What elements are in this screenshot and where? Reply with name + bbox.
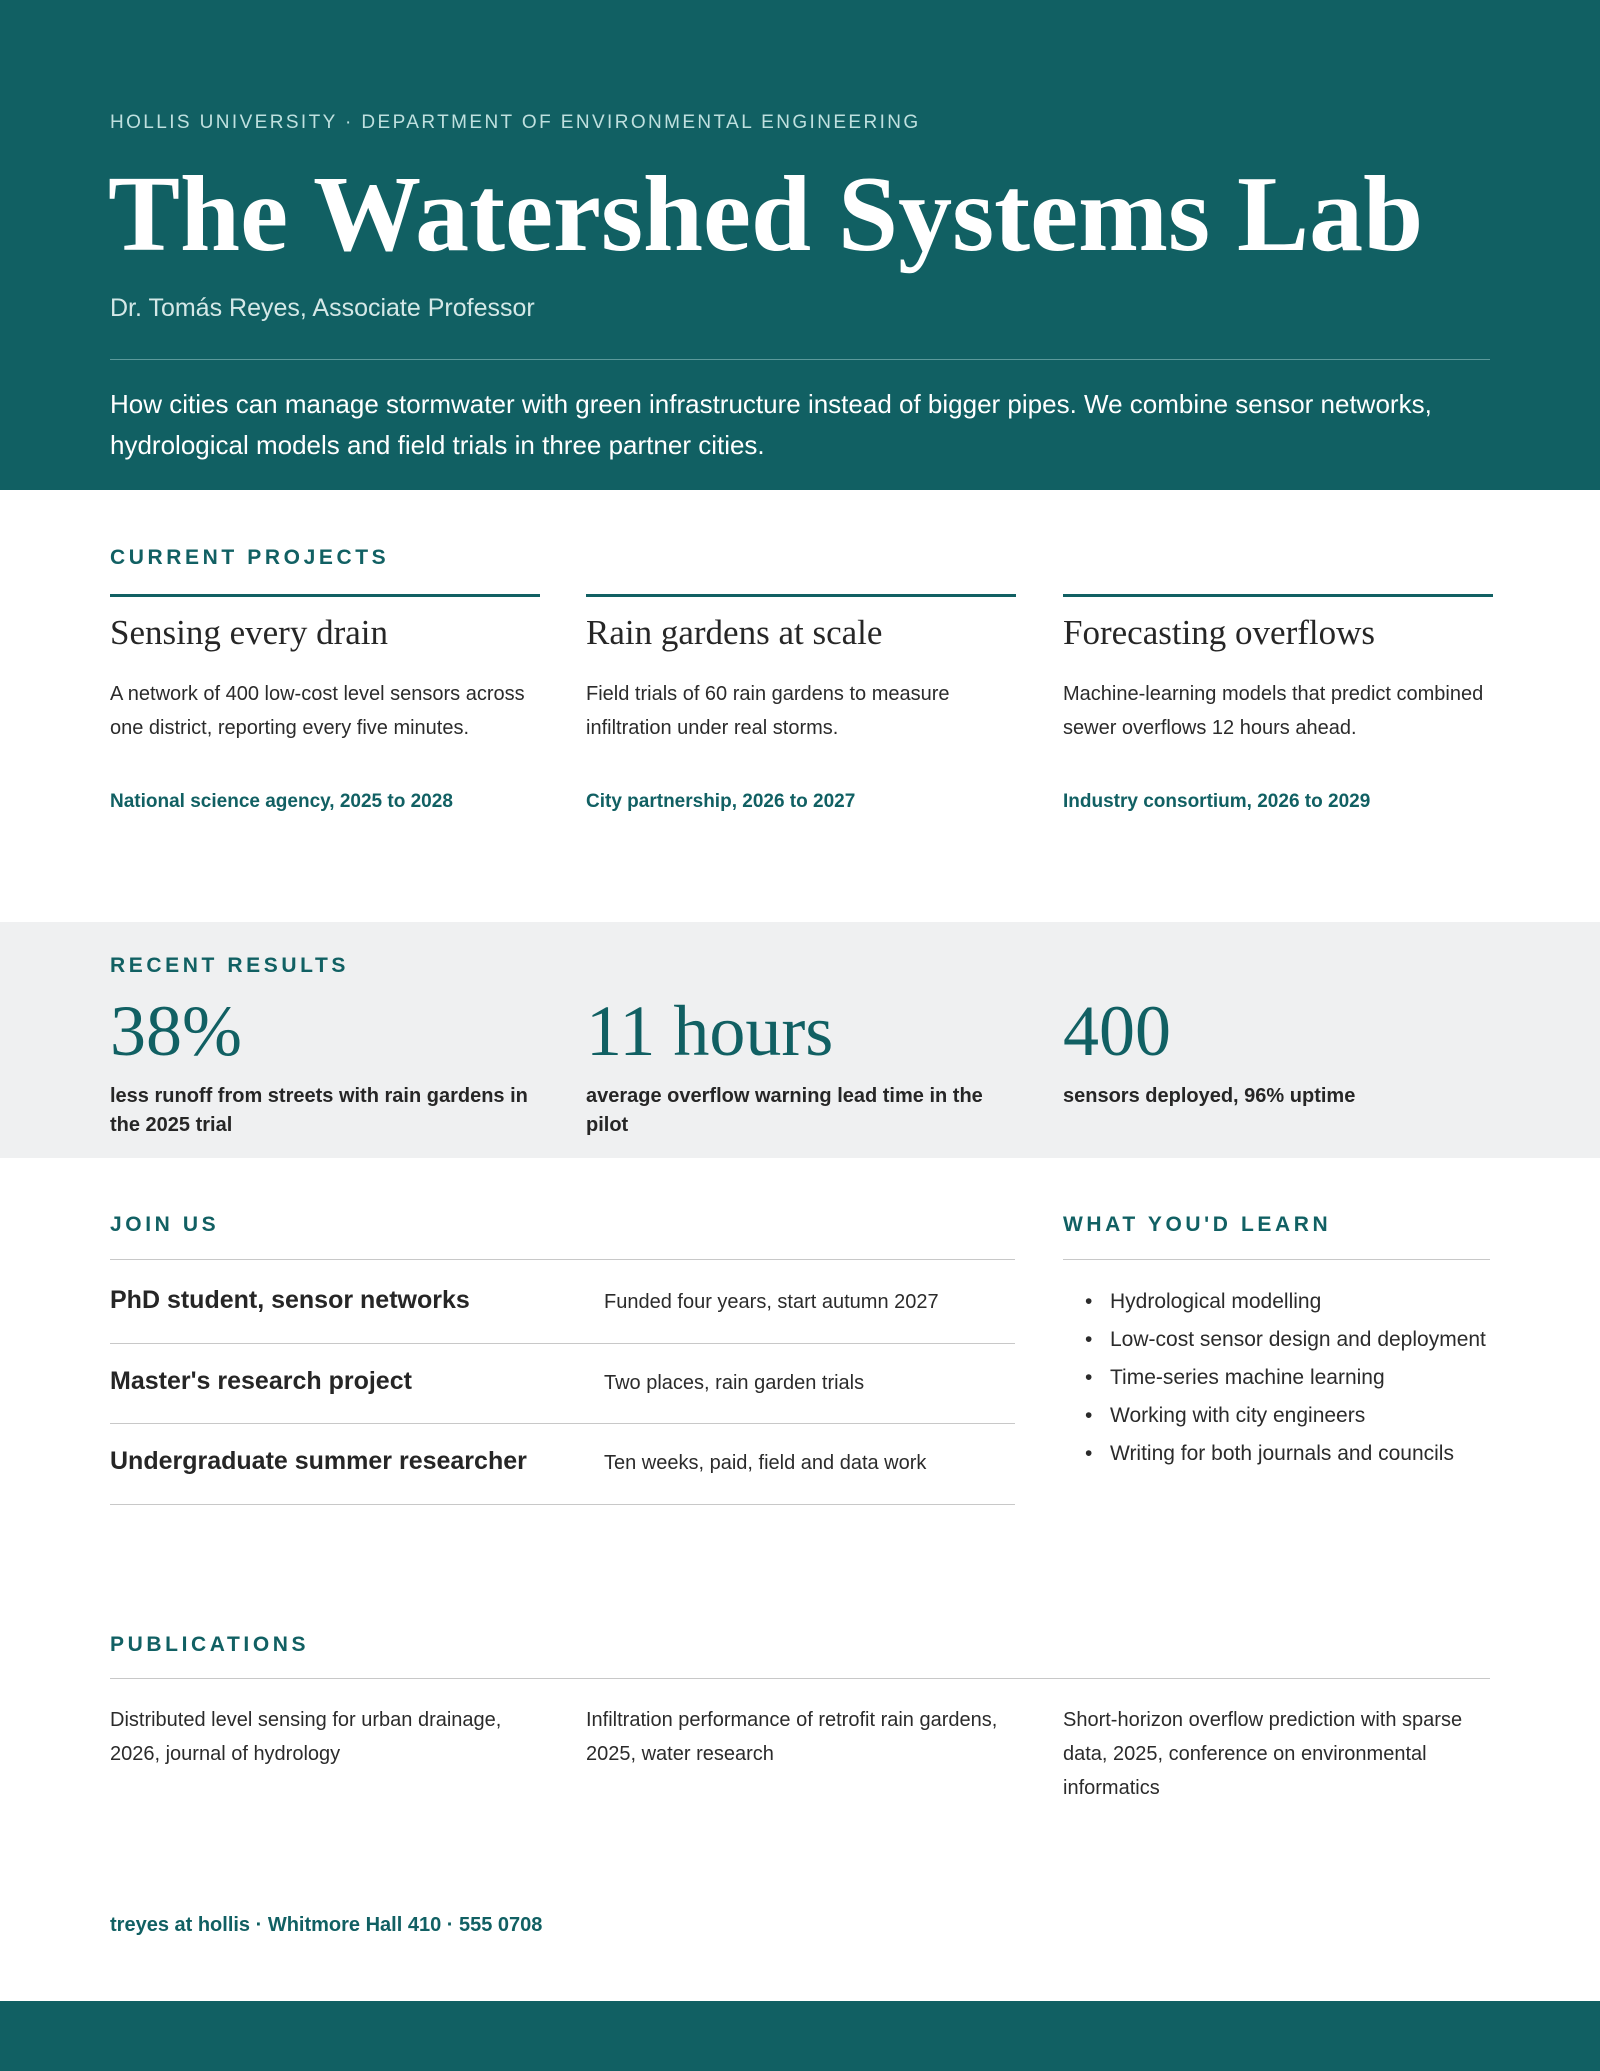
project-card [1063,594,1493,815]
stat-description: average overflow warning lead time in the pilot [586,1085,983,1136]
learn-item: • Working with city engineers [1063,1397,1563,1435]
learn-item: • Writing for both journals and councils [1063,1435,1563,1473]
join-divider [110,1343,1015,1344]
results-heading: RECENT RESULTS [110,954,350,977]
position-detail: Two places, rain garden trials [604,1372,865,1394]
learn-heading: WHAT YOU'D LEARN [1063,1213,1332,1236]
project-card [110,594,540,815]
result-stat [110,988,540,1140]
stat-value: 38% [110,991,242,1071]
learn-item: • Hydrological modelling [1063,1283,1563,1321]
professor-name: Dr. Tomás Reyes, Associate Professor [110,294,535,322]
learn-divider [1063,1259,1490,1260]
join-divider [110,1423,1015,1424]
header-divider [110,359,1490,360]
footer-bar [0,2001,1600,2071]
position-title: PhD student, sensor networks [110,1286,470,1314]
stat-value: 400 [1063,991,1171,1071]
project-funding: City partnership, 2026 to 2027 [586,791,856,812]
project-title: Rain gardens at scale [586,613,883,652]
position-title: Undergraduate summer researcher [110,1447,527,1475]
join-heading: JOIN US [110,1213,220,1236]
project-card [586,594,1016,815]
project-description: Machine-learning models that predict combined sewer overflows 12 hours ahead. [1063,683,1484,739]
project-title: Forecasting overflows [1063,613,1376,652]
publications-divider [110,1678,1490,1679]
position-title: Master's research project [110,1367,412,1395]
result-stat [586,988,1016,1140]
position-detail: Ten weeks, paid, field and data work [604,1452,927,1474]
project-description: Field trials of 60 rain gardens to measure infiltration under real storms. [586,683,950,739]
learn-item: • Time-series machine learning [1063,1359,1563,1397]
result-stat [1063,988,1493,1111]
publication-item: Distributed level sensing for urban drainage, 2026, journal of hydrology [110,1709,502,1765]
projects-heading: CURRENT PROJECTS [110,546,390,569]
learn-item: • Low-cost sensor design and deployment [1063,1321,1563,1359]
stat-description: sensors deployed, 96% uptime [1063,1085,1356,1107]
publication-item: Infiltration performance of retrofit rain gardens, 2025, water research [586,1709,998,1765]
publications-heading: PUBLICATIONS [110,1633,310,1656]
contact-line: treyes at hollis · Whitmore Hall 410 · 555 0708 [110,1914,543,1936]
project-description: A network of 400 low-cost level sensors across one district, reporting every five minutes. [110,683,525,739]
join-divider [110,1504,1015,1505]
project-funding: Industry consortium, 2026 to 2029 [1063,791,1371,812]
page-title: The Watershed Systems Lab [108,155,1424,274]
department-eyebrow: HOLLIS UNIVERSITY · DEPARTMENT OF ENVIRONMENTAL ENGINEERING [110,112,921,133]
publication-item: Short-horizon overflow prediction with sparse data, 2025, conference on environmental informatics [1063,1709,1463,1799]
lab-intro: How cities can manage stormwater with green infrastructure instead of bigger pipes. We combine sensor networks, hydrological models and field trials in three partner cities. [110,389,1432,460]
position-detail: Funded four years, start autumn 2027 [604,1291,939,1313]
stat-value: 11 hours [586,991,834,1071]
join-divider [110,1259,1015,1260]
stat-description: less runoff from streets with rain gardens in the 2025 trial [110,1085,528,1136]
project-funding: National science agency, 2025 to 2028 [110,791,453,812]
project-title: Sensing every drain [110,613,388,652]
learn-list [1063,1283,1563,1473]
